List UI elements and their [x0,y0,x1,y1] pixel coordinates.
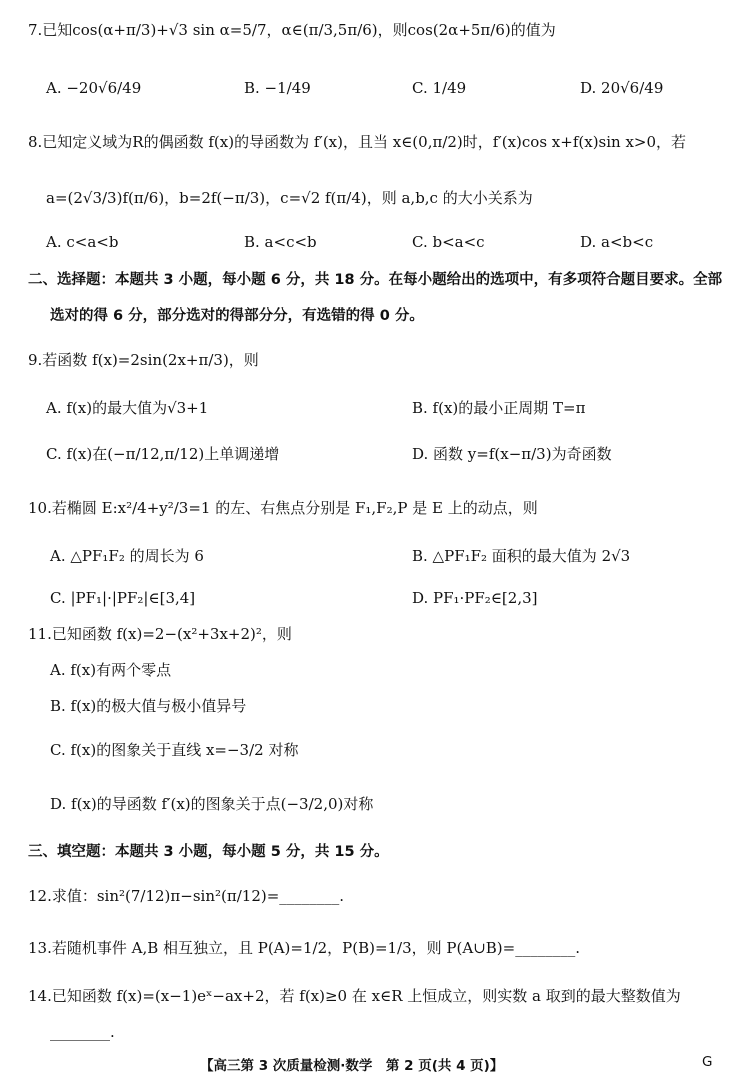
q10-stem: 10.若椭圆 E:x²/4+y²/3=1 的左、右焦点分别是 F₁,F₂,P 是 E 上的动点，则 [28,499,538,517]
version-code: G [702,1054,713,1070]
q10-option-c: C. |PF₁|·|PF₂|∈[3,4] [50,589,196,607]
section-2-heading: 二、选择题：本题共 3 小题，每小题 6 分，共 18 分。在每小题给出的选项中，有多项符合题目要求。全部 [28,272,723,288]
q8-option-d: D. a<b<c [580,233,654,251]
q10-option-d: D. PF₁·PF₂∈[2,3] [412,589,538,607]
q10-option-a: A. △PF₁F₂ 的周长为 6 [50,547,204,565]
q13: 13.若随机事件 A,B 相互独立，且 P(A)=1/2，P(B)=1/3，则 P(A∪B)=________. [28,939,580,957]
q11-option-b: B. f(x)的极大值与极小值异号 [50,697,247,715]
page-footer: 【高三第 3 次质量检测·数学 第 2 页(共 4 页)】 [200,1058,504,1074]
q11-option-c: C. f(x)的图象关于直线 x=−3/2 对称 [50,741,299,759]
q9-option-c: C. f(x)在(−π/12,π/12)上单调递增 [46,445,280,463]
q8-stem: 8.已知定义域为R的偶函数 f(x)的导函数为 f′(x)，且当 x∈(0,π/2)时，f′(x)cos x+f(x)sin x>0，若 [28,133,687,151]
q8-option-b: B. a<c<b [244,233,317,251]
section-2-heading-cont: 选对的得 6 分，部分选对的得部分分，有选错的得 0 分。 [50,308,424,324]
q7-option-d: D. 20√6/49 [580,79,664,97]
q11-stem: 11.已知函数 f(x)=2−(x²+3x+2)²，则 [28,625,292,643]
q14-line-1: 14.已知函数 f(x)=(x−1)eˣ−ax+2，若 f(x)≥0 在 x∈R 上恒成立，则实数 a 取到的最大整数值为 [28,987,681,1005]
q7-option-a: A. −20√6/49 [46,79,142,97]
q8-stem-2: a=(2√3/3)f(π/6)，b=2f(−π/3)，c=√2 f(π/4)，则 a,b,c 的大小关系为 [46,189,533,207]
q14-line-2: ________. [50,1023,115,1041]
q8-option-a: A. c<a<b [46,233,119,251]
section-3-heading: 三、填空题：本题共 3 小题，每小题 5 分，共 15 分。 [28,844,389,860]
q11-option-a: A. f(x)有两个零点 [50,661,172,679]
q9-stem: 9.若函数 f(x)=2sin(2x+π/3)，则 [28,351,259,369]
q8-option-c: C. b<a<c [412,233,485,251]
q9-option-d: D. 函数 y=f(x−π/3)为奇函数 [412,445,612,463]
q9-option-a: A. f(x)的最大值为√3+1 [46,399,209,417]
q7-stem: 7.已知cos(α+π/3)+√3 sin α=5/7，α∈(π/3,5π/6)，则cos(2α+5π/6)的值为 [28,21,556,39]
q11-option-d: D. f(x)的导函数 f′(x)的图象关于点(−3/2,0)对称 [50,795,374,813]
q7-option-c: C. 1/49 [412,79,467,97]
q10-option-b: B. △PF₁F₂ 面积的最大值为 2√3 [412,547,631,565]
q7-option-b: B. −1/49 [244,79,311,97]
q9-option-b: B. f(x)的最小正周期 T=π [412,399,586,417]
q12: 12.求值：sin²(7/12)π−sin²(π/12)=________. [28,887,345,905]
